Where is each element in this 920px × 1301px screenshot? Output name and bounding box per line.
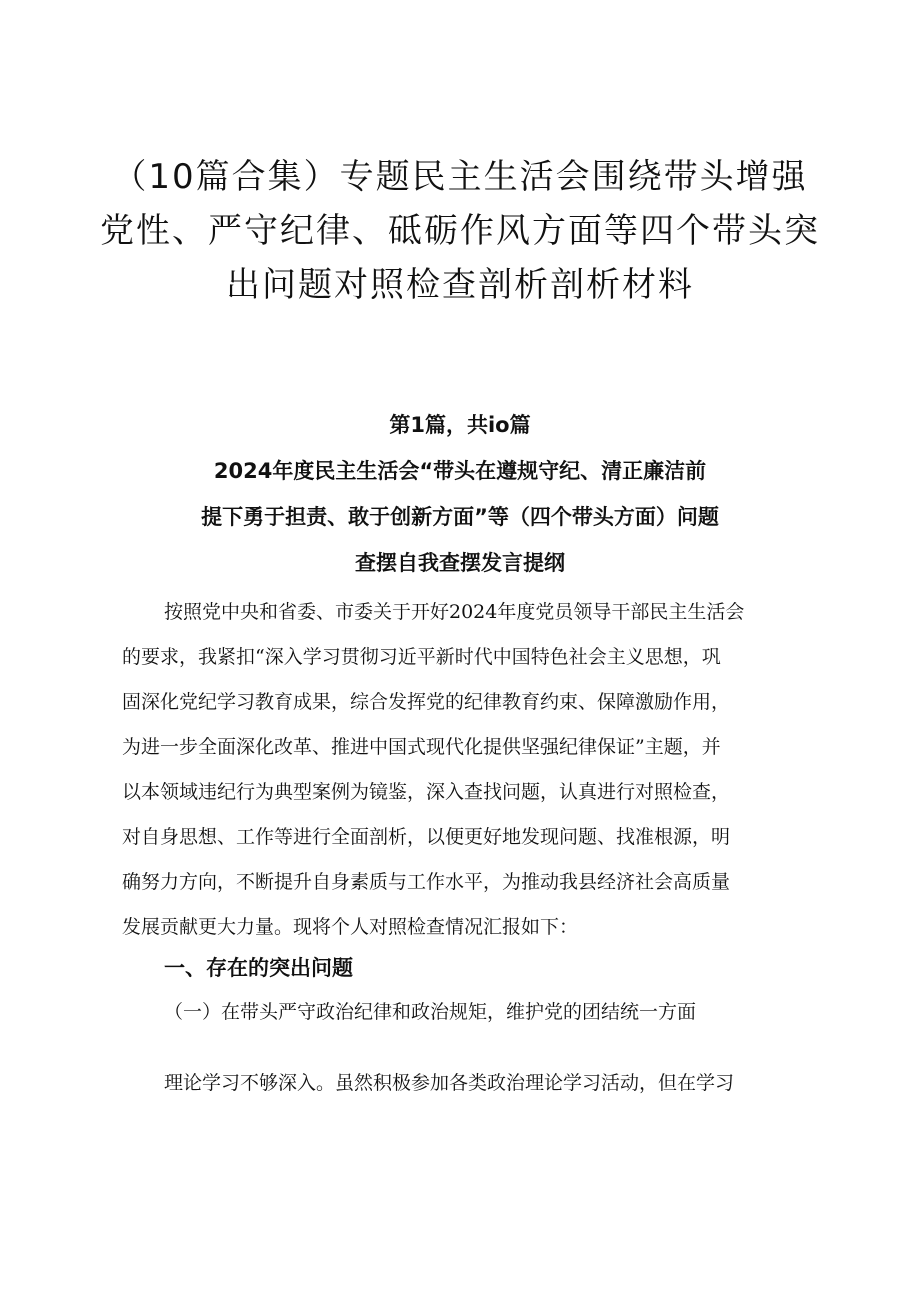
paragraph-line: 的要求，我紧扣“深入学习贯彻习近平新时代中国特色社会主义思想，巩 (122, 646, 721, 668)
title-line: 党性、严守纪律、砥砺作风方面等四个带头突 (100, 211, 820, 251)
intro-paragraph (122, 590, 808, 950)
subtitle-line: 查摆自我查摆发言提纲 (355, 551, 565, 575)
subsection-heading: （一）在带头严守政治纪律和政治规矩，维护党的团结统一方面 (164, 1001, 697, 1023)
paragraph-line: 固深化党纪学习教育成果，综合发挥党的纪律教育约束、保障激励作用， (122, 691, 731, 713)
paragraph-line: 按照党中央和省委、市委关于开好2024年度党员领导干部民主生活会 (164, 601, 745, 623)
article-header (100, 402, 820, 586)
paragraph-line: 发展贡献更大力量。现将个人对照检查情况汇报如下： (122, 916, 579, 938)
subtitle-line: 2024年度民主生活会“带头在遵规守纪、清正廉洁前 (213, 459, 707, 483)
subtitle-line: 提下勇于担责、敢于创新方面”等（四个带头方面）问题 (201, 505, 719, 529)
title-line: 出问题对照检查剖析剖析材料 (226, 265, 694, 305)
paragraph-line: 为进一步全面深化改革、推进中国式现代化提供坚强纪律保证”主题，并 (122, 736, 721, 758)
paragraph-line: 以本领域违纪行为典型案例为镜鉴，深入查找问题，认真进行对照检查， (122, 781, 731, 803)
body-paragraph: 理论学习不够深入。虽然积极参加各类政治理论学习活动，但在学习 (164, 1072, 735, 1094)
section-marker: 第1篇，共io篇 (389, 413, 531, 437)
paragraph-line: 对自身思想、工作等进行全面剖析，以便更好地发现问题、找准根源，明 (122, 826, 731, 848)
document-title (90, 150, 830, 312)
title-line: （10篇合集）专题民主生活会围绕带头增强 (112, 157, 808, 197)
section-heading: 一、存在的突出问题 (164, 956, 353, 980)
paragraph-line: 确努力方向，不断提升自身素质与工作水平，为推动我县经济社会高质量 (122, 871, 731, 893)
